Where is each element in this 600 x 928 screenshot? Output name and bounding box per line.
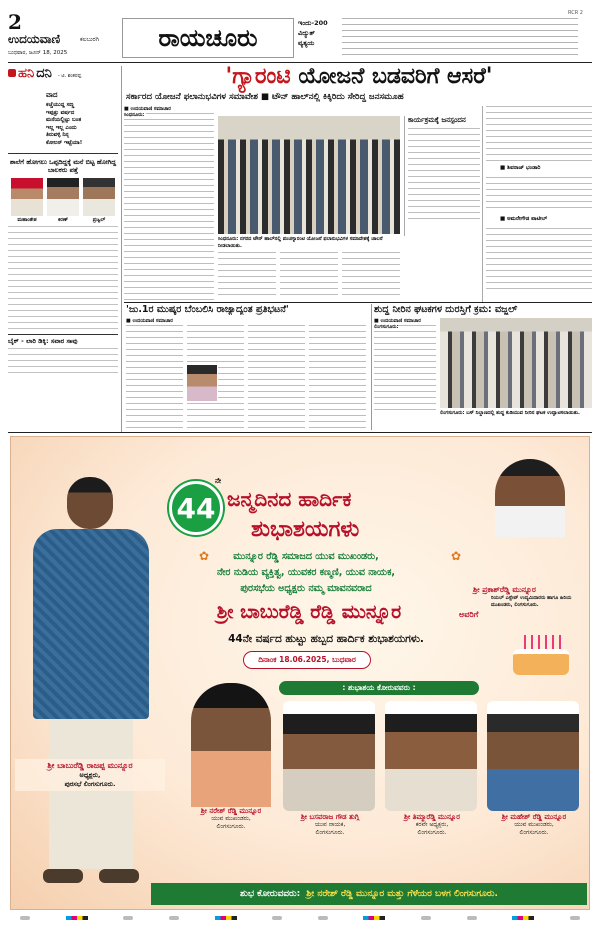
poem-byline: - ಟಿ. ಶಂಕರಪ್ಪ	[57, 73, 82, 79]
reg-mark	[123, 916, 133, 920]
reg-mark	[169, 916, 179, 920]
wisher-photo	[191, 683, 271, 807]
photo-caption: ಲಿಂಗಸುಗೂರು: ಬಸ್ ನಿಲ್ದಾಣದಲ್ಲಿ ಶುದ್ಧ ಕುಡಿಯುವ ನೀರಿನ ಘಟಕ ಉದ್ಘಾಟಿಸಲಾಯಿತು.	[440, 410, 580, 416]
reg-mark	[66, 916, 88, 920]
photo-caption: ಪ್ರಜ್ವಲ್	[92, 217, 106, 223]
wisher-photo	[385, 701, 477, 811]
wisher-name: ಶ್ರೀ ಬಸವರಾಜ ಗೌಡ ತುಗ್ಗಿ	[300, 813, 360, 821]
brand-accent-text: ದನಿ	[36, 66, 52, 81]
wisher-name: ಶ್ರೀ ತಿಮ್ಮಾರೆಡ್ಡಿ ಮುನ್ನೂರ	[404, 813, 460, 821]
date-pill	[243, 651, 371, 669]
lead-body-2	[218, 252, 400, 300]
main-person-role: ಪುರಸಭೆ ಲಿಂಗಸುಗೂರು.	[64, 780, 116, 788]
lead-subhead: ಸರ್ಕಾರದ ಯೋಜನೆ ಫಲಾನುಭವಿಗಳ ಸಮಾವೇಶ ■ ಟೌನ್ ಹಾಲ್‌ನಲ್ಲಿ ಕಿಕ್ಕಿರಿದು ಸೇರಿದ್ದ ಜನಸಮೂಹ	[126, 92, 404, 102]
photo-caption: ಸಿಂಧನೂರು: ನಗರದ ಟೌನ್ ಹಾಲ್‌ನಲ್ಲಿ ಪಂಚಗ್ಯಾರಂಟಿ ಯೋಜನೆ ಫಲಾನುಭವಿಗಳ ಸಮಾವೇಶಕ್ಕೆ ಚಾಲನೆ ನೀಡಲಾಯಿತು.	[218, 236, 383, 249]
wisher-place: ಲಿಂಗಸುಗೂರು.	[519, 829, 549, 836]
right-body-2	[486, 177, 592, 213]
main-person-role: ಅಧ್ಯಕ್ಷರು,	[79, 771, 101, 779]
reg-mark	[421, 916, 431, 920]
ad-top-rule	[8, 432, 592, 433]
corner-code: RCR 2	[568, 10, 583, 16]
greeting-line-2: ಶುಭಾಶಯಗಳು	[251, 517, 360, 542]
right-body-3	[486, 228, 592, 290]
left-column	[8, 66, 118, 434]
lead-body-1	[124, 113, 214, 301]
top-right-name: ಶ್ರೀ ಪ್ರಕಾಶ್‌ರೆಡ್ಡಿ ಮುನ್ನೂರ	[473, 585, 536, 594]
flower-icon: ✿	[199, 549, 210, 563]
main-person-caption	[15, 759, 165, 791]
story-body	[8, 226, 118, 331]
poem-line: ತಿರುವಳ್ಳಿ ನಿನ್ನ	[46, 132, 70, 138]
age-number: 44	[176, 491, 216, 525]
power-cut-text	[342, 18, 578, 60]
reg-mark	[467, 916, 477, 920]
footer-text: ಶ್ರೀ ನರೇಶ್ ರೆಡ್ಡಿ ಮುನ್ನೂರ ಮತ್ತು ಗೆಳೆಯರ ಬಳಗ ಲಿಂಗಸುಗೂರು.	[306, 889, 498, 899]
story-two-byline: ■ ಉದಯವಾಣಿ ಸಮಾಚಾರ	[126, 318, 173, 324]
child-photo	[83, 178, 115, 216]
wisher-card	[169, 807, 293, 831]
section-title: ರಾಯಚೂರು	[158, 24, 258, 52]
page-number: 2	[8, 10, 22, 34]
wish-line: 44ನೇ ವರ್ಷದ ಹುಟ್ಟು ಹಬ್ಬದ ಹಾರ್ದಿಕ ಶುಭಾಶಯಗಳು.	[228, 633, 424, 645]
registration-marks	[20, 914, 580, 922]
poem-lines	[46, 102, 118, 147]
issue-date: ಬುಧವಾರ, ಜೂನ್ 18, 2025	[8, 50, 68, 56]
intro-line-2: ನೇರ ನುಡಿಯ ವ್ಯಕ್ತಿತ್ವ, ಯುವಕರ ಕಣ್ಮಣಿ, ಯುವ ನಾಯಕ,	[217, 567, 395, 578]
main-person-name: ಶ್ರೀ ಬಾಬುರೆಡ್ಡಿ ರಾಜಪ್ಪ ಮುನ್ನೂರ	[47, 761, 133, 770]
ad-footer	[151, 883, 587, 905]
wisher-place: ಲಿಂಗಸುಗೂರು.	[417, 829, 447, 836]
reg-mark	[215, 916, 237, 920]
lead-dateline: ಸಿಂಧನೂರು:	[124, 112, 145, 118]
child-photo	[11, 178, 43, 216]
wisher-photo	[487, 701, 579, 811]
reg-mark	[512, 916, 534, 920]
wisher-role: ಕರವೇ ಅಧ್ಯಕ್ಷರು,	[415, 821, 449, 828]
main-person-photo	[23, 477, 159, 897]
reg-mark	[20, 916, 30, 920]
reg-mark	[570, 916, 580, 920]
wisher-role: ಯುವ ಮುಖಂಡರು,	[514, 821, 554, 828]
section-title-box	[122, 18, 294, 58]
story-three-dateline: ಲಿಂಗಸುಗೂರು:	[374, 324, 399, 330]
ad-tag-1: ಇಂದು-200	[298, 19, 328, 27]
power-cut-box	[298, 18, 342, 58]
poem-title: ವಾದ	[46, 91, 58, 99]
photo-caption: ಕಿರಣ್	[57, 217, 69, 223]
poem-line: ಇಲ್ಲ ಇಲ್ಲ ಎಂದು	[46, 124, 77, 131]
ad-tag-2: ವಿದ್ಯುತ್	[298, 29, 315, 37]
masthead	[8, 10, 120, 58]
footer-prefix: ಶುಭ ಕೋರುವವರು:	[240, 889, 301, 899]
story-two-headline: 'ಜು.1ರ ಮುಷ್ಕರ ಬೆಂಬಲಿಸಿ ರಾಜ್ಯಾದ್ಯಂತ ಪ್ರತಿಭಟನೆ'	[126, 304, 289, 315]
wisher-role: ಯುವ ನಾಯಕ,	[314, 821, 346, 828]
sidebar-title: ಕಾರ್ಯಕ್ರಮಕ್ಕೆ ಜನಸ್ಪಂದನ	[408, 116, 466, 124]
paper-name: ಉದಯವಾಣಿ	[8, 32, 61, 46]
reg-mark	[272, 916, 282, 920]
story-three-byline: ■ ಉದಯವಾಣಿ ಸಮಾಚಾರ	[374, 318, 421, 324]
wishers-label: : ಶುಭಾಶಯ ಕೋರುವವರು :	[342, 683, 416, 692]
age-badge	[169, 481, 223, 535]
top-right-role: ರಿಯಲ್ ಎಸ್ಟೇಟ್ ಉದ್ಯಮಿದಾರರು ಹಾಗೂ ಹಿರಿಯ ಮುಖಂಡರು, ಲಿಂಗಸುಗೂರು.	[491, 595, 572, 608]
story-three-photo	[440, 318, 592, 408]
intro-line-1: ಮುನ್ನೂರ ರೆಡ್ಡಿ ಸಮಾಜದ ಯುವ ಮುಖಂಡರು,	[233, 551, 379, 562]
story-two-body	[126, 325, 370, 431]
honeycomb-icon	[8, 69, 16, 77]
flower-icon: ✿	[451, 549, 462, 563]
poem-line: ಮನೆಯಲ್ಲಿಟ್ಟು ಬಂತ	[46, 117, 82, 123]
intro-line-3: ಪುರಸಭೆಯ ಅಧ್ಯಕ್ಷರು ನಮ್ಮ ಮಾವನವರಾದ	[240, 583, 372, 594]
wisher-card	[277, 813, 383, 837]
masthead-rule	[8, 62, 592, 63]
wisher-place: ಲಿಂಗಸುಗೂರು.	[315, 829, 345, 836]
lead-right-column	[482, 106, 592, 302]
ad-tag-3: ವ್ಯತ್ಯಯ	[298, 39, 315, 47]
lead-headline	[124, 64, 594, 92]
edition-label: ಕಲಬುರಗಿ	[80, 36, 100, 43]
wisher-card	[379, 813, 485, 837]
wisher-place: ಲಿಂಗಸುಗೂರು.	[216, 823, 246, 830]
child-photo	[47, 178, 79, 216]
story-two-portrait	[186, 364, 218, 402]
wisher-photo	[283, 701, 375, 811]
wishers-banner	[279, 681, 479, 695]
reg-mark	[318, 916, 328, 920]
poem-line: ಕಚ್ಚೆಯುದ್ದ ಸಣ್ಣ	[46, 102, 75, 108]
brief-body	[8, 348, 118, 378]
story-heading: ಶಾಲೆಗೆ ಹೋಗಲು ಒಪ್ಪದಿದ್ದಕ್ಕೆ ಮನೆ ಬಿಟ್ಟ ಹೋಗಿದ್ದ ಬಾಲಕರು ಪತ್ತೆ	[9, 158, 117, 174]
right-body-1	[486, 106, 592, 162]
column-divider	[371, 304, 372, 430]
photo-caption: ಮಹಾಂತೇಶ	[17, 217, 37, 223]
lead-byline: ■ ಉದಯವಾಣಿ ಸಮಾಚಾರ	[124, 106, 171, 112]
wisher-name: ಶ್ರೀ ಮಹೇಶ್ ರೆಡ್ಡಿ ಮುನ್ನೂರ	[501, 813, 567, 821]
sidebar-body	[408, 128, 480, 224]
brief-heading: ಬೈಕ್ - ಲಾರಿ ಡಿಕ್ಕಿ: ಸವಾರ ಸಾವು	[8, 337, 78, 345]
section-rule	[124, 302, 592, 303]
lead-photo	[218, 116, 400, 234]
lead-sidebar	[404, 116, 480, 236]
age-suffix: ನೇ	[215, 477, 222, 485]
sidebar-byline: ■ ಶಿವರಾಜ್ ಭಂಡಾರಿ	[500, 165, 541, 171]
story-three-body	[374, 325, 436, 413]
cake-icon	[509, 635, 575, 679]
headline-part-1: 'ಗ್ಯಾರಂಟಿ	[225, 64, 291, 89]
headline-part-2: ಯೋಜನೆ ಬಡವರಿಗೆ ಆಸರೆ'	[290, 64, 493, 89]
honoree-suffix: ಅವರಿಗೆ	[459, 610, 479, 619]
birthday-ad	[10, 436, 590, 910]
top-right-portrait	[495, 459, 565, 537]
poem-line: ಕೋಲನ್ ಇಟ್ಟೆಯಾ!	[46, 139, 83, 146]
wisher-role: ಯುವ ಮುಖಂಡರು,	[211, 815, 251, 822]
date-label: ದಿನಾಂಕ 18.06.2025, ಬುಧವಾರ	[258, 655, 356, 664]
sidebar-byline-2: ■ ಅಮರೇಗೌಡ ಪಾಟೀಲ್	[500, 216, 548, 222]
poem-line: ಇಪ್ಪತ್ತು ವರ್ಷದ	[46, 109, 75, 116]
honoree-name: ಶ್ರೀ ಬಾಬುರೆಡ್ಡಿ ರೆಡ್ಡಿ ಮುನ್ನೂರ	[216, 601, 402, 623]
greeting-line-1: ಜನ್ಮದಿನದ ಹಾರ್ದಿಕ	[227, 487, 352, 511]
story-three-headline: ಶುದ್ಧ ನೀರಿನ ಘಟಕಗಳ ದುರಸ್ತಿಗೆ ಕ್ರಮ: ವಜ್ಜಲ್	[374, 304, 518, 315]
wisher-name: ಶ್ರೀ ನರೇಶ್ ರೆಡ್ಡಿ ಮುನ್ನೂರ	[200, 807, 262, 815]
wisher-card	[481, 813, 587, 837]
brand-text: ಹನಿ	[18, 66, 35, 81]
reg-mark	[363, 916, 385, 920]
column-divider	[121, 66, 122, 432]
